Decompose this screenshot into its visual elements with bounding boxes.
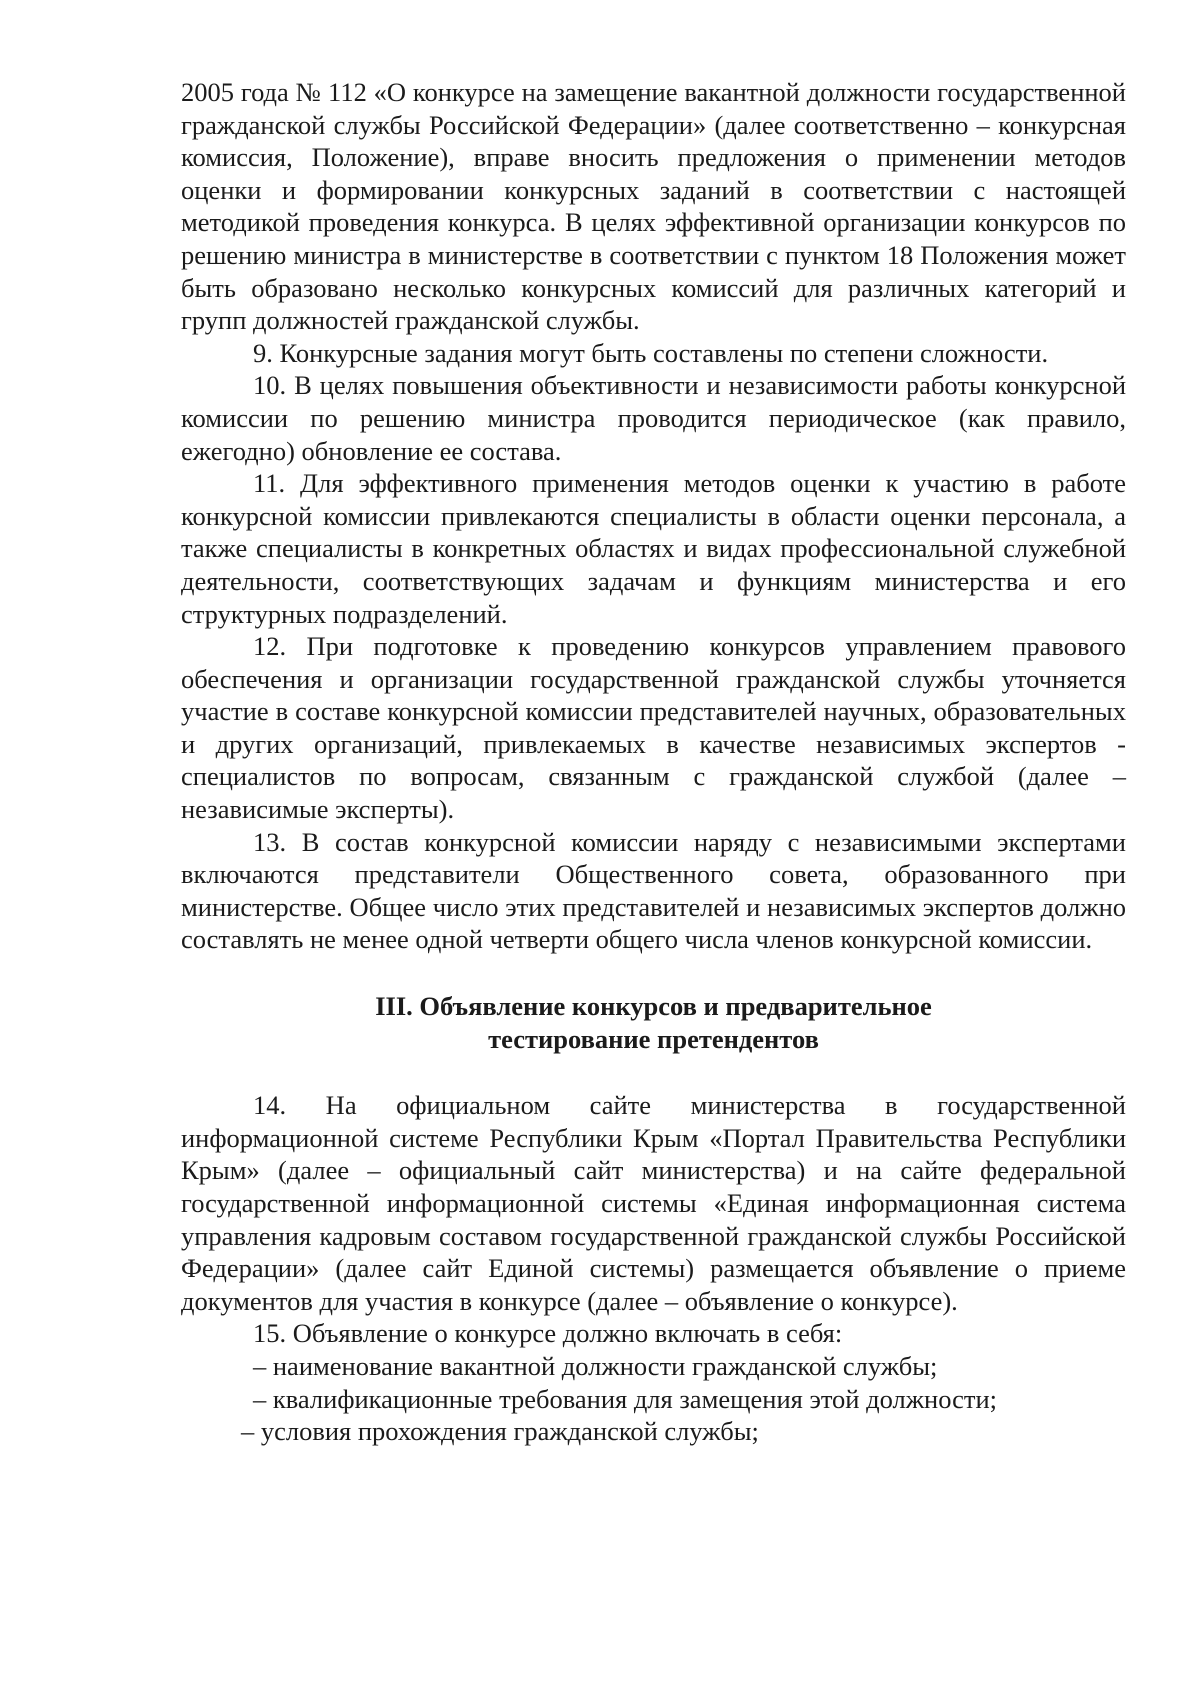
paragraph-12: 12. При подготовке к проведению конкурсов управлением правового обеспечения и организации государственной гражданской службы уточняется участие в составе конкурсной комиссии представителей научных, образовательных и других организаций, привлекаемых в качестве независимых экспертов - специалистов по вопросам, связанным с гражданской службой (далее – независимые эксперты). [181,631,1126,825]
paragraph-intro: 2005 года № 112 «О конкурсе на замещение вакантной должности государственной гражданской службы Российской Федерации» (далее соответственно – конкурсная комиссия, Положение), вправе вносить предложения о применении методов оценки и формировании конкурсных заданий в соответствии с настоящей методикой проведения конкурса. В целях эффективной организации конкурсов по решению министра в министерстве в соответствии с пунктом 18 Положения может быть образовано несколько конкурсных комиссий для различных категорий и групп должностей гражданской службы. [181,77,1126,336]
section-heading-line-1: III. Объявление конкурсов и предварительное [375,991,932,1022]
section-heading-line-2: тестирование претендентов [488,1023,819,1054]
paragraph-9: 9. Конкурсные задания могут быть составлены по степени сложности. [253,337,1049,368]
paragraph-15: 15. Объявление о конкурсе должно включать в себя: [253,1318,843,1349]
document-page [181,76,1126,1448]
paragraph-11: 11. Для эффективного применения методов оценки к участию в работе конкурсной комиссии привлекаются специалисты в области оценки персонала, а также специалисты в конкретных областях и видах профессиональной служебной деятельности, соответствующих задачам и функциям министерства и его структурных подразделений. [181,468,1126,629]
list-item: – наименование вакантной должности гражданской службы; [253,1350,938,1381]
list-item: – квалификационные требования для замещения этой должности; [253,1383,998,1414]
paragraph-10: 10. В целях повышения объективности и независимости работы конкурсной комиссии по решению министра проводится периодическое (как правило, ежегодно) обновление ее состава. [181,370,1126,466]
paragraph-13: 13. В состав конкурсной комиссии наряду с независимыми экспертами включаются представители Общественного совета, образованного при министерстве. Общее число этих представителей и независимых экспертов должно составлять не менее одной четверти общего числа членов конкурсной комиссии. [181,826,1126,955]
list-item: – условия прохождения гражданской службы; [241,1416,759,1447]
section-heading [181,990,1126,1055]
paragraph-14: 14. На официальном сайте министерства в государственной информационной системе Республики Крым «Портал Правительства Республики Крым» (далее – официальный сайт министерства) и на сайте федеральной государственной информационной системы «Единая информационная система управления кадровым составом государственной гражданской службы Российской Федерации» (далее сайт Единой системы) размещается объявление о приеме документов для участия в конкурсе (далее – объявление о конкурсе). [181,1090,1126,1316]
